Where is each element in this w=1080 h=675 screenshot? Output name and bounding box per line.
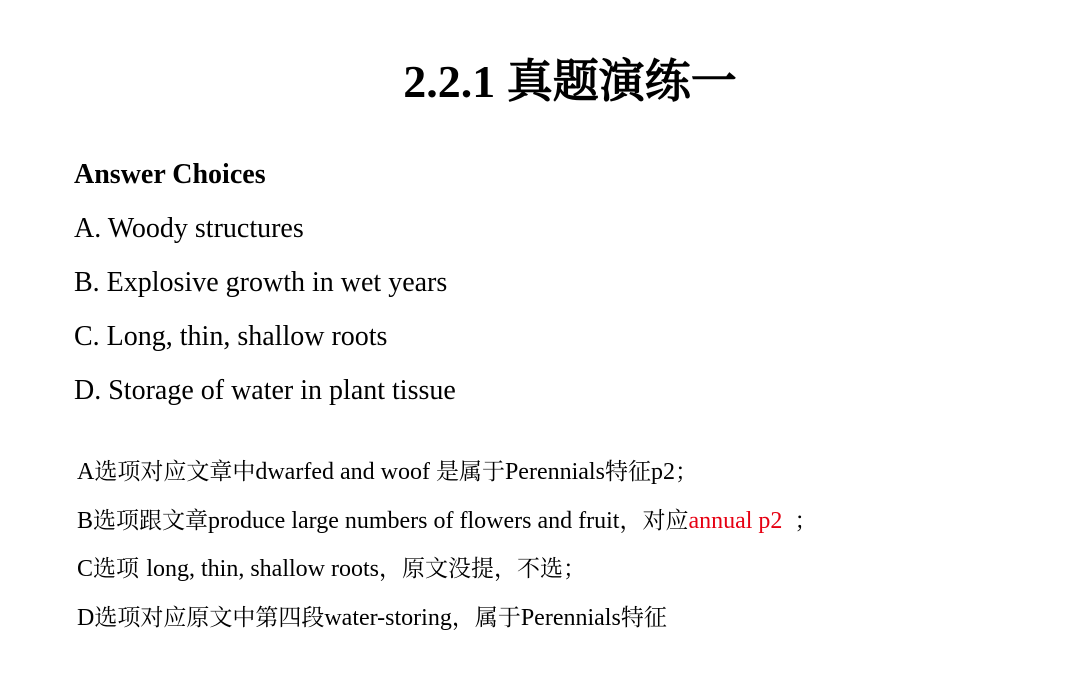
analysis-a-ref: p2 [650, 459, 675, 485]
analysis-line-c [77, 547, 817, 591]
analysis-d-term: Perennials [520, 604, 621, 631]
analysis-b-end: ； [794, 507, 818, 534]
analysis-line-d [77, 596, 817, 640]
analysis-d-text-1: 选项对应原文中第四段 [94, 604, 325, 631]
analysis-c-text-1: 选项 [93, 556, 147, 582]
analysis-b-letter: B [77, 507, 94, 534]
analysis-a-letter: A [77, 459, 95, 485]
analysis-c-quote: long, thin, shallow roots [146, 556, 379, 582]
analysis-d-text-2: ，属于 [451, 604, 521, 631]
answer-choices-heading: Answer Choices [74, 159, 266, 190]
analysis-d-letter: D [77, 604, 95, 631]
analysis-a-end: ； [674, 459, 698, 485]
analysis-a-text-3: 特征 [604, 459, 651, 485]
analysis-line-a [77, 450, 817, 494]
analysis-a-quote: dwarfed and woof [255, 459, 436, 485]
analysis-line-b [77, 499, 817, 543]
choice-a: A. Woody structures [74, 213, 304, 244]
analysis-b-text-1: 选项跟文章 [93, 507, 209, 534]
analysis-a-text-1: 选项对应文章中 [94, 459, 256, 485]
analysis-b-highlight: annual p2 [688, 507, 783, 534]
analysis-d-quote: water-storing [324, 604, 452, 631]
analysis-a-text-2: 是属于 [435, 459, 505, 485]
analysis-d-end: 特征 [620, 604, 667, 631]
choice-c: C. Long, thin, shallow roots [74, 321, 388, 352]
answer-choices-section [74, 152, 456, 422]
analysis-c-end: ，原文没提，不选； [379, 556, 586, 582]
choice-b: B. Explosive growth in wet years [74, 267, 448, 298]
analysis-b-text-2: ，对应 [619, 507, 689, 534]
choice-d: D. Storage of water in plant tissue [74, 375, 456, 406]
slide-title: 2.2.1 真题演练一 [403, 56, 737, 107]
analysis-section [77, 450, 817, 644]
analysis-b-quote: produce large numbers of flowers and fruit [208, 507, 620, 534]
analysis-a-term: Perennials [504, 459, 605, 485]
analysis-c-letter: C [77, 556, 94, 582]
